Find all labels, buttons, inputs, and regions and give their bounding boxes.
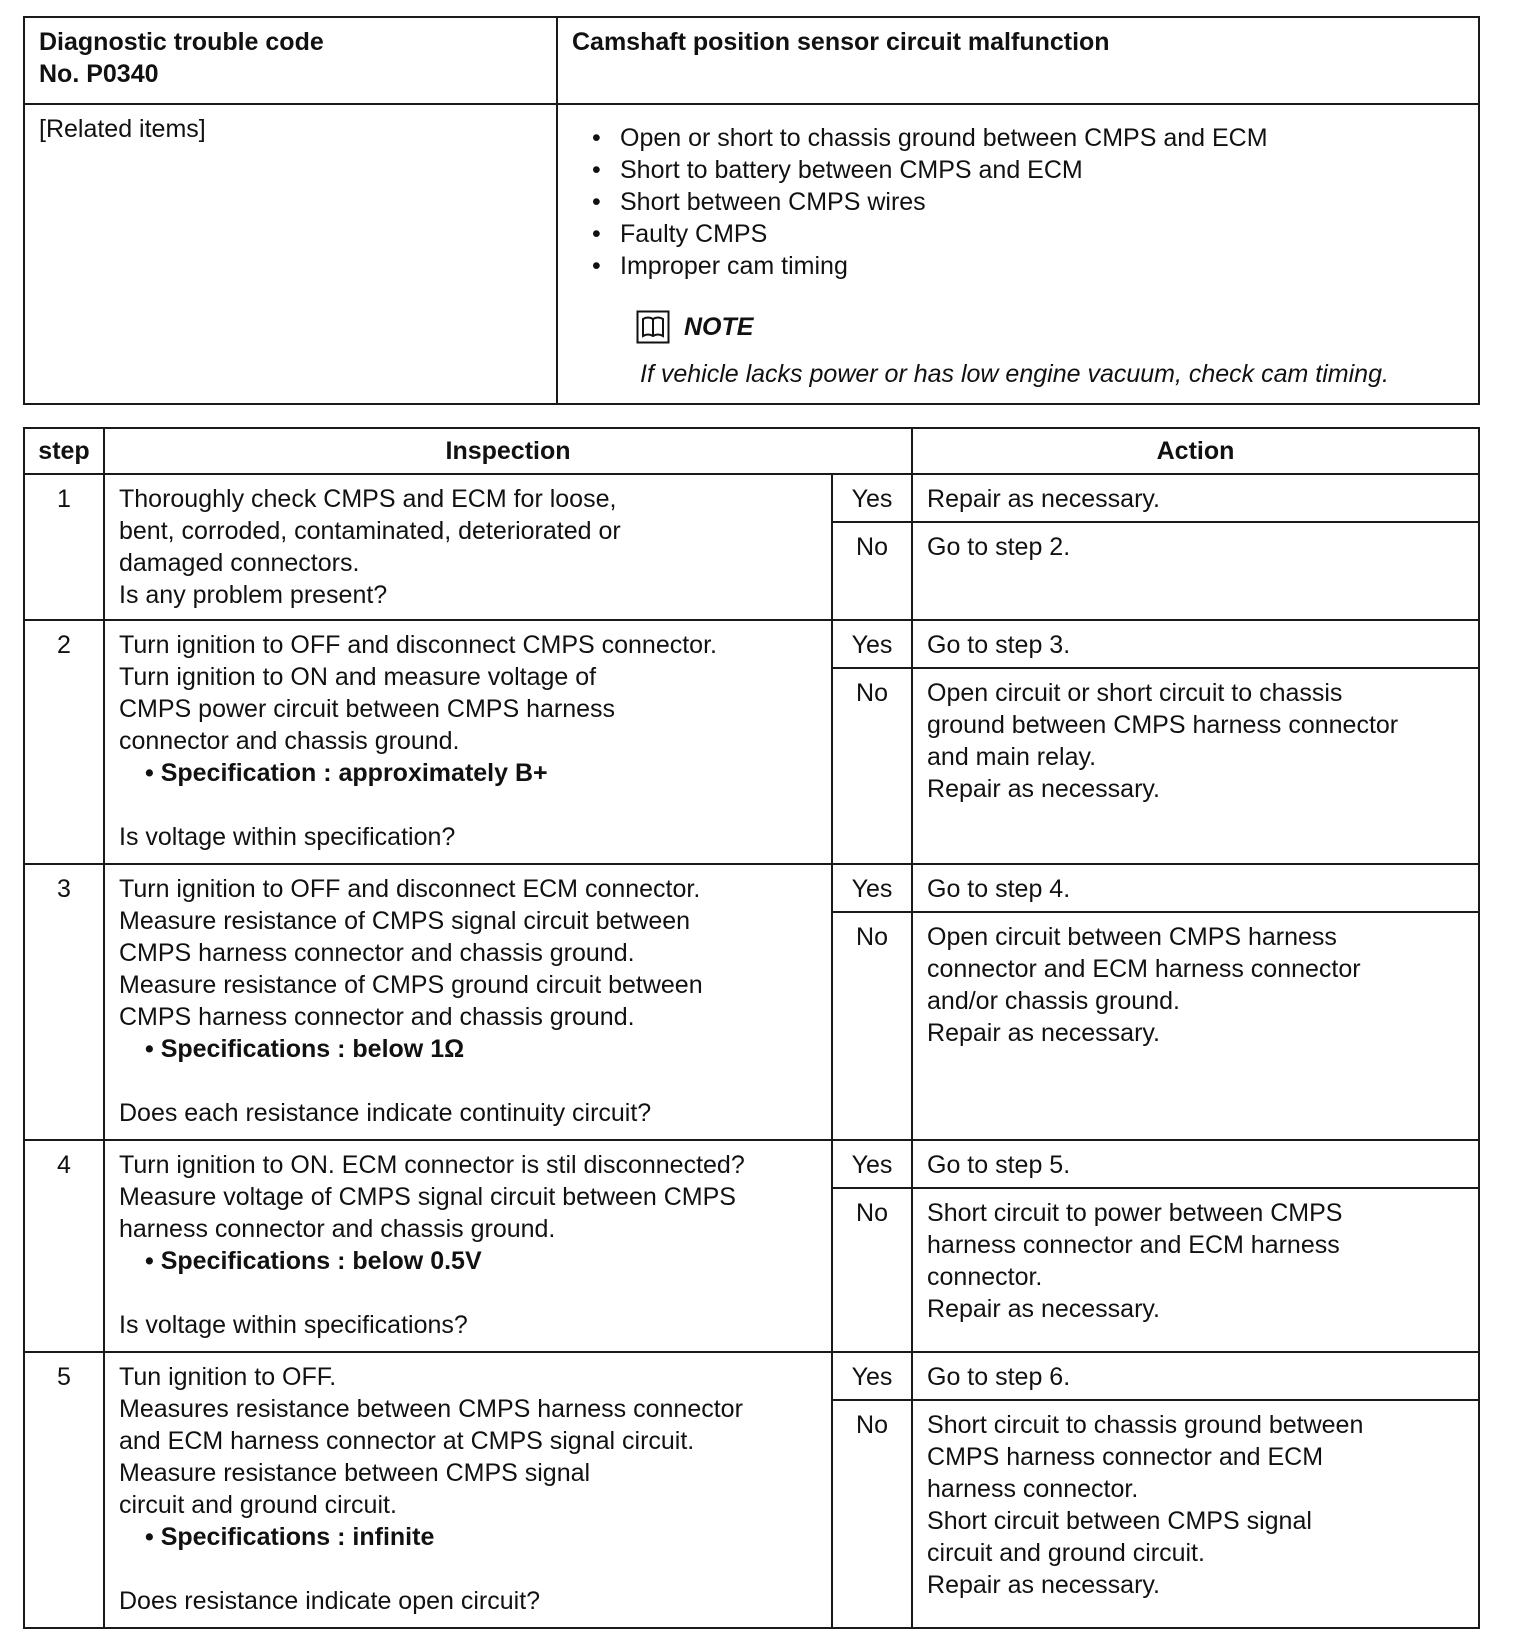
inspection-line: circuit and ground circuit. — [119, 1491, 397, 1519]
inspection-cell — [104, 1140, 832, 1352]
inspection-table — [23, 427, 1480, 1629]
inspection-line: Measure voltage of CMPS signal circuit between CMPS — [119, 1183, 736, 1211]
inspection-question: Is any problem present? — [119, 581, 388, 609]
action-line: CMPS harness connector and ECM — [927, 1443, 1324, 1471]
action-line: Repair as necessary. — [927, 775, 1160, 803]
action-line: ground between CMPS harness connector — [927, 711, 1399, 739]
dtc-title: Camshaft position sensor circuit malfunction — [557, 17, 1479, 104]
table-row — [24, 1140, 1479, 1188]
specification: • Specifications : below 0.5V — [119, 1245, 817, 1277]
inspection-line: Measure resistance between CMPS signal — [119, 1459, 591, 1487]
inspection-question: Is voltage within specifications? — [119, 1311, 468, 1339]
table-row — [24, 1352, 1479, 1400]
inspection-line: Measure resistance of CMPS signal circuit between — [119, 907, 691, 935]
yes-label: Yes — [832, 474, 912, 522]
step-number: 3 — [24, 864, 104, 1140]
no-action — [912, 1188, 1479, 1352]
no-action — [912, 912, 1479, 1140]
no-label: No — [832, 1400, 912, 1628]
no-label: No — [832, 912, 912, 1140]
yes-label: Yes — [832, 1352, 912, 1400]
inspection-line: Turn ignition to OFF and disconnect ECM connector. — [119, 875, 701, 903]
inspection-question: Does resistance indicate open circuit? — [119, 1587, 541, 1615]
action-line: Short circuit to power between CMPS — [927, 1199, 1343, 1227]
inspection-line: harness connector and chassis ground. — [119, 1215, 556, 1243]
note-label: NOTE — [684, 313, 754, 341]
inspection-line: Turn ignition to ON. ECM connector is stil disconnected? — [119, 1151, 745, 1179]
inspection-cell — [104, 864, 832, 1140]
inspection-line: connector and chassis ground. — [119, 727, 460, 755]
dtc-code-number: No. P0340 — [39, 60, 159, 88]
action-line: Open circuit between CMPS harness — [927, 923, 1337, 951]
inspection-line: Turn ignition to OFF and disconnect CMPS connector. — [119, 631, 717, 659]
inspection-line: Thoroughly check CMPS and ECM for loose, — [119, 485, 617, 513]
inspection-line: CMPS harness connector and chassis ground. — [119, 939, 635, 967]
action-line: connector. — [927, 1263, 1043, 1291]
col-header-step: step — [24, 428, 104, 474]
inspection-line: Measures resistance between CMPS harness connector — [119, 1395, 743, 1423]
inspection-line: Turn ignition to ON and measure voltage of — [119, 663, 597, 691]
inspection-line: Tun ignition to OFF. — [119, 1363, 337, 1391]
inspection-cell — [104, 474, 832, 620]
yes-label: Yes — [832, 864, 912, 912]
related-items-label: [Related items] — [24, 104, 557, 404]
action-line: and main relay. — [927, 743, 1097, 771]
yes-label: Yes — [832, 1140, 912, 1188]
inspection-question: Does each resistance indicate continuity circuit? — [119, 1099, 652, 1127]
yes-action: Repair as necessary. — [912, 474, 1479, 522]
step-number: 4 — [24, 1140, 104, 1352]
table-row — [24, 864, 1479, 912]
no-action — [912, 668, 1479, 864]
action-line: and/or chassis ground. — [927, 987, 1180, 1015]
inspection-line: Measure resistance of CMPS ground circuit between — [119, 971, 703, 999]
inspection-line: and ECM harness connector at CMPS signal circuit. — [119, 1427, 695, 1455]
step-number: 2 — [24, 620, 104, 864]
yes-action: Go to step 6. — [912, 1352, 1479, 1400]
inspection-table-header — [24, 428, 1479, 474]
col-header-inspection: Inspection — [104, 428, 912, 474]
dtc-code-label: Diagnostic trouble code — [39, 28, 324, 56]
related-item: • Open or short to chassis ground between CMPS and ECM — [620, 122, 1464, 154]
step-number: 5 — [24, 1352, 104, 1628]
yes-label: Yes — [832, 620, 912, 668]
action-line: circuit and ground circuit. — [927, 1539, 1205, 1567]
related-item: • Short to battery between CMPS and ECM — [620, 154, 1464, 186]
action-line: harness connector and ECM harness — [927, 1231, 1340, 1259]
no-action — [912, 1400, 1479, 1628]
action-line: Short circuit to chassis ground between — [927, 1411, 1364, 1439]
no-label: No — [832, 1188, 912, 1352]
col-header-action: Action — [912, 428, 1479, 474]
yes-action: Go to step 5. — [912, 1140, 1479, 1188]
note-text: If vehicle lacks power or has low engine vacuum, check cam timing. — [640, 360, 1389, 388]
no-label: No — [832, 522, 912, 620]
dtc-header-table — [23, 16, 1480, 405]
inspection-line: CMPS power circuit between CMPS harness — [119, 695, 616, 723]
inspection-question: Is voltage within specification? — [119, 823, 456, 851]
related-item: • Improper cam timing — [620, 250, 1464, 282]
action-line: harness connector. — [927, 1475, 1139, 1503]
yes-action: Go to step 4. — [912, 864, 1479, 912]
action-line: Go to step 2. — [927, 533, 1071, 561]
action-line: Short circuit between CMPS signal — [927, 1507, 1312, 1535]
related-items-cell — [557, 104, 1479, 404]
action-line: connector and ECM harness connector — [927, 955, 1361, 983]
inspection-cell — [104, 1352, 832, 1628]
action-line: Repair as necessary. — [927, 1019, 1160, 1047]
inspection-cell — [104, 620, 832, 864]
action-line: Repair as necessary. — [927, 1295, 1160, 1323]
action-line: Open circuit or short circuit to chassis — [927, 679, 1343, 707]
yes-action: Go to step 3. — [912, 620, 1479, 668]
specification: • Specifications : infinite — [119, 1521, 817, 1553]
book-icon — [636, 310, 670, 344]
dtc-code-cell — [24, 17, 557, 104]
inspection-line: CMPS harness connector and chassis ground. — [119, 1003, 635, 1031]
step-number: 1 — [24, 474, 104, 620]
related-item: • Short between CMPS wires — [620, 186, 1464, 218]
action-line: Repair as necessary. — [927, 1571, 1160, 1599]
inspection-line: bent, corroded, contaminated, deteriorated or — [119, 517, 621, 545]
specification: • Specification : approximately B+ — [119, 757, 817, 789]
specification: • Specifications : below 1Ω — [119, 1033, 817, 1065]
table-row — [24, 474, 1479, 522]
related-item: • Faulty CMPS — [620, 218, 1464, 250]
note-heading — [636, 310, 1464, 344]
no-action — [912, 522, 1479, 620]
related-items-list — [572, 113, 1464, 282]
no-label: No — [832, 668, 912, 864]
inspection-line: damaged connectors. — [119, 549, 360, 577]
table-row — [24, 620, 1479, 668]
